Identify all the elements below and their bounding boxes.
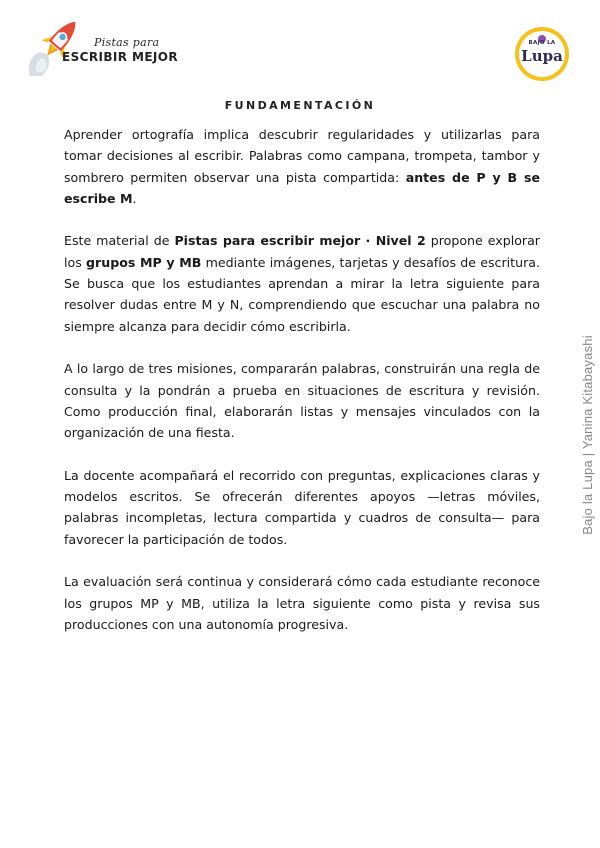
paragraph bbox=[64, 465, 540, 550]
paragraph bbox=[64, 358, 540, 443]
badge-main-text: Lupa bbox=[521, 47, 563, 65]
text-segment: La evaluación será continua y considerará cómo cada estudiante reconoce los grupos MP y MB, utiliza la letra siguiente como pista y revisa sus producciones con una autonomía progresiva. bbox=[64, 574, 540, 632]
paragraph bbox=[64, 124, 540, 209]
brand-logo bbox=[22, 10, 182, 80]
text-segment: La docente acompañará el recorrido con preguntas, explicaciones claras y modelos escritos. Se ofrecerán diferentes apoyos —letras móviles, palabras incompletas, lectura compartida y cuadros de consulta— para favorecer la participación de todos. bbox=[64, 467, 540, 547]
text-segment: Este material de bbox=[64, 233, 175, 249]
paragraph bbox=[64, 571, 540, 635]
text-segment: mediante imágenes, tarjetas y desafíos de escritura. Se busca que los estudiantes aprendan a mirar la letra siguiente para resolver dudas entre M y N, comprendiendo que escuchar una palabra no siempre alcanza para decidir cómo escribirla. bbox=[64, 254, 540, 334]
badge-top-text: BAJO LA bbox=[528, 40, 556, 46]
paragraph bbox=[64, 230, 540, 336]
side-credit-text: Bajo la Lupa | Yanina Kitabayashi bbox=[580, 335, 595, 535]
text-segment: . bbox=[132, 190, 137, 206]
magnifier-badge-icon bbox=[519, 31, 565, 77]
brand-title: ESCRIBIR MEJOR bbox=[62, 50, 179, 64]
page-title: FUNDAMENTACIÓN bbox=[224, 99, 376, 112]
document-body bbox=[64, 124, 540, 656]
rocket-icon bbox=[22, 10, 92, 80]
text-segment: A lo largo de tres misiones, compararán palabras, construirán una regla de consulta y la pondrán a prueba en situaciones de escritura y revisión. Como producción final, elaborarán listas y mensajes vinculados con la organización de una fiesta. bbox=[64, 361, 540, 441]
bold-text: antes de P y B se escribe M bbox=[64, 169, 540, 206]
side-credit bbox=[575, 335, 595, 535]
bold-text: Pistas para escribir mejor · Nivel 2 bbox=[174, 233, 426, 249]
brand-subtitle: Pistas para bbox=[94, 36, 160, 49]
bold-text: grupos MP y MB bbox=[86, 254, 202, 270]
bajo-la-lupa-badge bbox=[515, 27, 569, 81]
text-segment: propone explorar los bbox=[64, 233, 540, 270]
text-segment: Aprender ortografía implica descubrir regularidades y utilizarlas para tomar decisiones al escribir. Palabras como campana, trompeta, tambor y sombrero permiten observar una pista compartida: bbox=[64, 127, 540, 185]
